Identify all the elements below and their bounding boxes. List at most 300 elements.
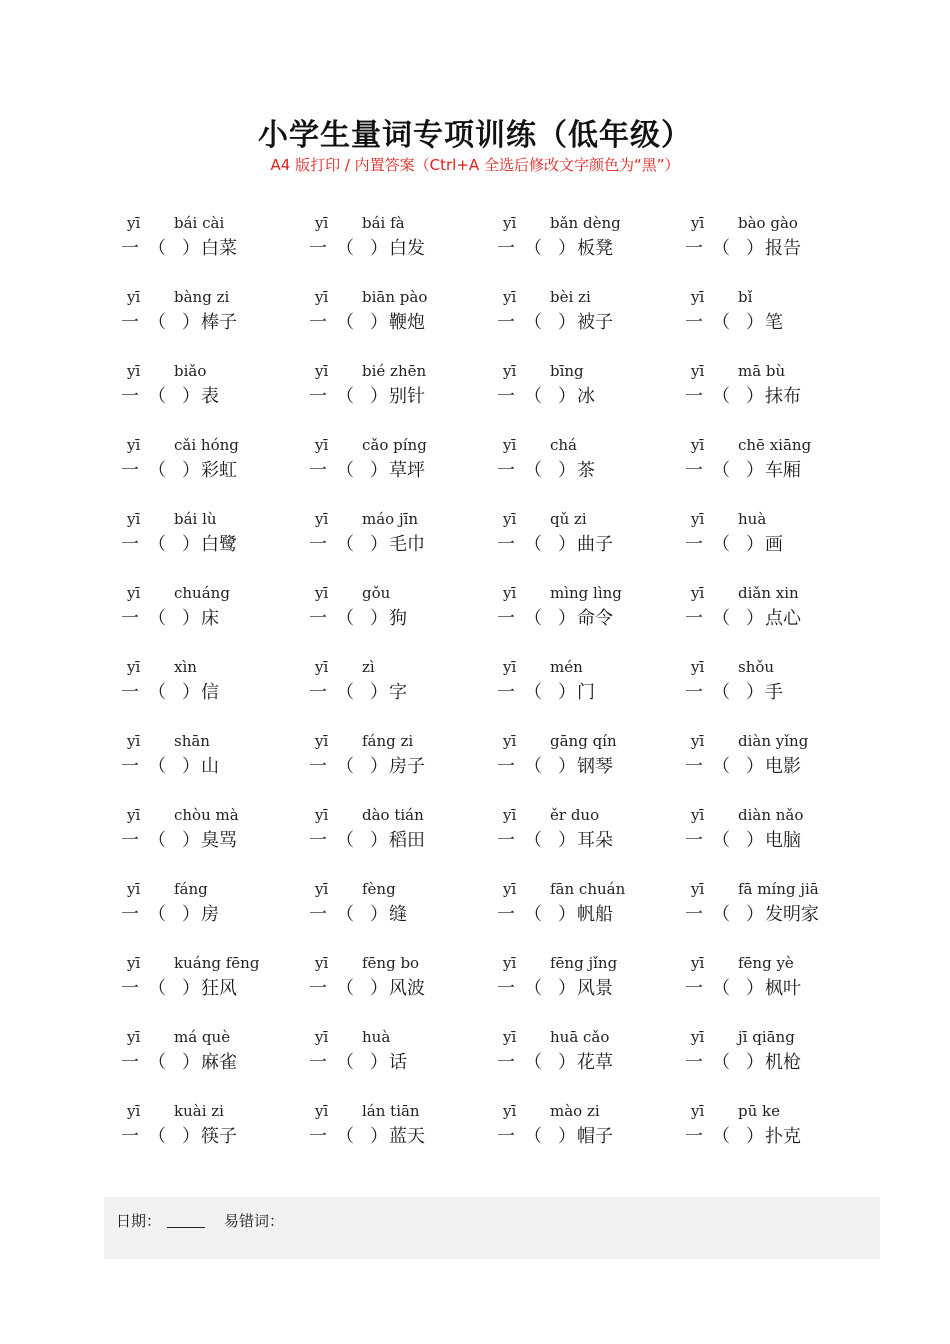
answer-blank[interactable] <box>164 828 182 848</box>
noun-word: 房子 <box>389 756 425 777</box>
exercise-item <box>494 584 682 658</box>
noun-word: 电脑 <box>765 830 801 851</box>
word-pinyin: máo jīn <box>362 510 419 528</box>
answer-blank[interactable] <box>352 606 370 626</box>
paren-open: （ <box>712 1126 730 1147</box>
paren-open: （ <box>336 460 354 481</box>
yi-pinyin: yī <box>503 288 517 306</box>
word-pinyin: bīng <box>550 362 584 380</box>
yi-char: 一 <box>121 312 139 333</box>
exercise-item <box>306 288 494 362</box>
answer-blank[interactable] <box>728 384 746 404</box>
paren-close: ） <box>182 978 200 999</box>
word-pinyin: kuài zi <box>174 1102 224 1120</box>
paren-close: ） <box>746 312 764 333</box>
exercise-item <box>494 214 682 288</box>
noun-word: 花草 <box>577 1052 613 1073</box>
answer-blank[interactable] <box>164 236 182 256</box>
yi-pinyin: yī <box>503 658 517 676</box>
yi-pinyin: yī <box>315 1028 329 1046</box>
paren-open: （ <box>524 682 542 703</box>
answer-blank[interactable] <box>164 310 182 330</box>
answer-blank[interactable] <box>540 976 558 996</box>
paren-close: ） <box>182 1052 200 1073</box>
noun-word: 笔 <box>765 312 783 333</box>
yi-pinyin: yī <box>503 214 517 232</box>
noun-word: 车厢 <box>765 460 801 481</box>
word-pinyin: mén <box>550 658 583 676</box>
answer-blank[interactable] <box>352 976 370 996</box>
yi-char: 一 <box>497 534 515 555</box>
paren-open: （ <box>712 1052 730 1073</box>
yi-char: 一 <box>497 238 515 259</box>
exercise-item <box>306 362 494 436</box>
word-pinyin: gāng qín <box>550 732 617 750</box>
paren-open: （ <box>524 1126 542 1147</box>
answer-blank[interactable] <box>352 236 370 256</box>
yi-pinyin: yī <box>691 1102 705 1120</box>
answer-blank[interactable] <box>728 976 746 996</box>
yi-char: 一 <box>497 682 515 703</box>
yi-pinyin: yī <box>315 806 329 824</box>
noun-word: 表 <box>201 386 219 407</box>
word-pinyin: fēng jǐng <box>550 954 618 972</box>
answer-blank[interactable] <box>728 532 746 552</box>
exercise-item <box>306 584 494 658</box>
paren-close: ） <box>558 238 576 259</box>
yi-char: 一 <box>309 682 327 703</box>
noun-word: 别针 <box>389 386 425 407</box>
answer-blank[interactable] <box>164 902 182 922</box>
yi-char: 一 <box>685 978 703 999</box>
yi-pinyin: yī <box>503 584 517 602</box>
noun-word: 扑克 <box>765 1126 801 1147</box>
noun-word: 麻雀 <box>201 1052 237 1073</box>
yi-char: 一 <box>685 830 703 851</box>
answer-blank[interactable] <box>164 458 182 478</box>
word-pinyin: mào zi <box>550 1102 600 1120</box>
word-pinyin: fā míng jiā <box>738 880 819 898</box>
paren-open: （ <box>524 460 542 481</box>
word-pinyin: shǒu <box>738 658 775 676</box>
paren-open: （ <box>336 534 354 555</box>
exercise-item <box>118 510 306 584</box>
answer-blank[interactable] <box>164 606 182 626</box>
yi-char: 一 <box>497 904 515 925</box>
exercise-item <box>306 806 494 880</box>
yi-pinyin: yī <box>691 436 705 454</box>
word-pinyin: huà <box>738 510 767 528</box>
paren-close: ） <box>746 978 764 999</box>
yi-char: 一 <box>309 460 327 481</box>
noun-word: 彩虹 <box>201 460 237 481</box>
answer-blank[interactable] <box>540 384 558 404</box>
paren-close: ） <box>182 608 200 629</box>
paren-open: （ <box>148 386 166 407</box>
paren-open: （ <box>524 904 542 925</box>
paren-close: ） <box>370 830 388 851</box>
yi-char: 一 <box>685 904 703 925</box>
yi-pinyin: yī <box>315 362 329 380</box>
noun-word: 帆船 <box>577 904 613 925</box>
answer-blank[interactable] <box>352 902 370 922</box>
answer-blank[interactable] <box>164 532 182 552</box>
yi-char: 一 <box>121 386 139 407</box>
yi-char: 一 <box>121 830 139 851</box>
answer-blank[interactable] <box>540 1124 558 1144</box>
answer-blank[interactable] <box>540 680 558 700</box>
answer-blank[interactable] <box>728 680 746 700</box>
word-pinyin: diàn nǎo <box>738 806 804 824</box>
noun-word: 耳朵 <box>577 830 613 851</box>
yi-pinyin: yī <box>127 288 141 306</box>
noun-word: 报告 <box>765 238 801 259</box>
exercise-item <box>682 1028 870 1102</box>
paren-close: ） <box>370 238 388 259</box>
yi-char: 一 <box>121 608 139 629</box>
yi-pinyin: yī <box>503 510 517 528</box>
paren-open: （ <box>524 756 542 777</box>
yi-char: 一 <box>309 386 327 407</box>
paren-close: ） <box>558 978 576 999</box>
yi-pinyin: yī <box>127 732 141 750</box>
answer-blank[interactable] <box>728 236 746 256</box>
exercise-item <box>682 1102 870 1176</box>
answer-blank[interactable] <box>352 680 370 700</box>
paren-close: ） <box>746 1052 764 1073</box>
exercise-item <box>306 1028 494 1102</box>
exercise-item <box>118 362 306 436</box>
yi-char: 一 <box>309 904 327 925</box>
yi-pinyin: yī <box>315 954 329 972</box>
answer-blank[interactable] <box>728 458 746 478</box>
date-blank-line[interactable] <box>167 1227 205 1228</box>
exercise-item <box>494 954 682 1028</box>
noun-word: 白发 <box>389 238 425 259</box>
paren-close: ） <box>370 386 388 407</box>
paren-open: （ <box>524 386 542 407</box>
exercise-item <box>494 732 682 806</box>
exercise-item <box>682 732 870 806</box>
paren-close: ） <box>746 608 764 629</box>
noun-word: 床 <box>201 608 219 629</box>
paren-close: ） <box>370 978 388 999</box>
yi-char: 一 <box>685 1126 703 1147</box>
paren-open: （ <box>148 830 166 851</box>
word-pinyin: má què <box>174 1028 231 1046</box>
noun-word: 风景 <box>577 978 613 999</box>
noun-word: 风波 <box>389 978 425 999</box>
yi-pinyin: yī <box>503 1102 517 1120</box>
yi-char: 一 <box>497 978 515 999</box>
answer-blank[interactable] <box>728 1050 746 1070</box>
noun-word: 手 <box>765 682 783 703</box>
paren-open: （ <box>712 608 730 629</box>
paren-close: ） <box>746 830 764 851</box>
paren-close: ） <box>370 1052 388 1073</box>
answer-blank[interactable] <box>352 1124 370 1144</box>
noun-word: 茶 <box>577 460 595 481</box>
paren-open: （ <box>336 682 354 703</box>
paren-open: （ <box>712 682 730 703</box>
answer-blank[interactable] <box>352 384 370 404</box>
exercise-item <box>118 806 306 880</box>
page-title: 小学生量词专项训练（低年级） <box>258 118 692 153</box>
noun-word: 缝 <box>389 904 407 925</box>
paren-close: ） <box>182 830 200 851</box>
word-pinyin: bǐ <box>738 288 753 306</box>
paren-open: （ <box>336 608 354 629</box>
noun-word: 抹布 <box>765 386 801 407</box>
yi-char: 一 <box>685 756 703 777</box>
word-pinyin: bié zhēn <box>362 362 427 380</box>
paren-open: （ <box>148 608 166 629</box>
answer-blank[interactable] <box>164 680 182 700</box>
answer-blank[interactable] <box>540 458 558 478</box>
yi-char: 一 <box>121 534 139 555</box>
word-pinyin: kuáng fēng <box>174 954 260 972</box>
paren-open: （ <box>712 830 730 851</box>
paren-open: （ <box>148 978 166 999</box>
exercise-item <box>306 1102 494 1176</box>
answer-blank[interactable] <box>164 1124 182 1144</box>
paren-open: （ <box>712 312 730 333</box>
exercise-item <box>118 880 306 954</box>
answer-blank[interactable] <box>352 754 370 774</box>
yi-pinyin: yī <box>503 1028 517 1046</box>
exercise-item <box>494 880 682 954</box>
exercise-item <box>494 510 682 584</box>
paren-close: ） <box>746 1126 764 1147</box>
yi-pinyin: yī <box>691 584 705 602</box>
word-pinyin: cǎo píng <box>362 436 427 454</box>
yi-pinyin: yī <box>691 732 705 750</box>
paren-close: ） <box>746 682 764 703</box>
word-pinyin: diǎn xin <box>738 584 799 602</box>
yi-pinyin: yī <box>127 362 141 380</box>
answer-blank[interactable] <box>352 532 370 552</box>
paren-close: ） <box>182 756 200 777</box>
answer-blank[interactable] <box>728 902 746 922</box>
word-pinyin: gǒu <box>362 584 391 602</box>
yi-pinyin: yī <box>503 880 517 898</box>
exercise-item <box>494 288 682 362</box>
exercise-item <box>494 1028 682 1102</box>
yi-char: 一 <box>309 1126 327 1147</box>
word-pinyin: jī qiāng <box>738 1028 795 1046</box>
yi-char: 一 <box>497 756 515 777</box>
answer-blank[interactable] <box>540 606 558 626</box>
yi-char: 一 <box>121 238 139 259</box>
answer-blank[interactable] <box>728 606 746 626</box>
paren-close: ） <box>182 682 200 703</box>
exercise-item <box>118 732 306 806</box>
paren-close: ） <box>558 312 576 333</box>
yi-pinyin: yī <box>503 436 517 454</box>
answer-blank[interactable] <box>164 754 182 774</box>
answer-blank[interactable] <box>728 754 746 774</box>
noun-word: 冰 <box>577 386 595 407</box>
paren-open: （ <box>336 386 354 407</box>
word-pinyin: qǔ zi <box>550 510 587 528</box>
answer-blank[interactable] <box>352 1050 370 1070</box>
yi-pinyin: yī <box>315 880 329 898</box>
yi-char: 一 <box>309 978 327 999</box>
yi-pinyin: yī <box>503 954 517 972</box>
exercise-item <box>494 362 682 436</box>
yi-pinyin: yī <box>315 288 329 306</box>
yi-char: 一 <box>497 1126 515 1147</box>
paren-open: （ <box>148 904 166 925</box>
paren-open: （ <box>712 978 730 999</box>
noun-word: 话 <box>389 1052 407 1073</box>
yi-pinyin: yī <box>127 658 141 676</box>
noun-word: 字 <box>389 682 407 703</box>
noun-word: 被子 <box>577 312 613 333</box>
exercise-item <box>682 584 870 658</box>
paren-close: ） <box>370 608 388 629</box>
noun-word: 点心 <box>765 608 801 629</box>
exercise-grid <box>118 214 878 1176</box>
noun-word: 钢琴 <box>577 756 613 777</box>
answer-blank[interactable] <box>540 532 558 552</box>
word-pinyin: zì <box>362 658 375 676</box>
noun-word: 山 <box>201 756 219 777</box>
yi-char: 一 <box>497 608 515 629</box>
word-pinyin: shān <box>174 732 210 750</box>
answer-blank[interactable] <box>540 310 558 330</box>
yi-pinyin: yī <box>127 806 141 824</box>
noun-word: 筷子 <box>201 1126 237 1147</box>
answer-blank[interactable] <box>728 1124 746 1144</box>
exercise-item <box>682 658 870 732</box>
exercise-item <box>494 658 682 732</box>
exercise-item <box>306 732 494 806</box>
word-pinyin: bèi zi <box>550 288 591 306</box>
yi-char: 一 <box>121 756 139 777</box>
yi-char: 一 <box>685 312 703 333</box>
yi-char: 一 <box>685 460 703 481</box>
paren-open: （ <box>712 534 730 555</box>
exercise-item <box>682 362 870 436</box>
word-pinyin: bái lù <box>174 510 217 528</box>
noun-word: 狂风 <box>201 978 237 999</box>
noun-word: 命令 <box>577 608 613 629</box>
paren-open: （ <box>712 904 730 925</box>
yi-char: 一 <box>497 830 515 851</box>
answer-blank[interactable] <box>164 976 182 996</box>
word-pinyin: mìng lìng <box>550 584 622 602</box>
exercise-item <box>118 436 306 510</box>
word-pinyin: lán tiān <box>362 1102 420 1120</box>
paren-close: ） <box>558 830 576 851</box>
paren-open: （ <box>148 534 166 555</box>
answer-blank[interactable] <box>164 1050 182 1070</box>
paren-open: （ <box>336 1052 354 1073</box>
paren-close: ） <box>558 756 576 777</box>
paren-close: ） <box>370 904 388 925</box>
answer-blank[interactable] <box>728 828 746 848</box>
paren-open: （ <box>336 830 354 851</box>
answer-blank[interactable] <box>352 310 370 330</box>
paren-close: ） <box>746 460 764 481</box>
paren-close: ） <box>370 312 388 333</box>
exercise-item <box>306 436 494 510</box>
yi-char: 一 <box>121 1052 139 1073</box>
yi-char: 一 <box>121 460 139 481</box>
paren-close: ） <box>746 238 764 259</box>
yi-pinyin: yī <box>503 362 517 380</box>
noun-word: 板凳 <box>577 238 613 259</box>
exercise-item <box>682 510 870 584</box>
paren-open: （ <box>712 460 730 481</box>
word-pinyin: huà <box>362 1028 391 1046</box>
noun-word: 曲子 <box>577 534 613 555</box>
paren-close: ） <box>370 756 388 777</box>
yi-pinyin: yī <box>315 436 329 454</box>
yi-char: 一 <box>309 756 327 777</box>
answer-blank[interactable] <box>352 828 370 848</box>
noun-word: 帽子 <box>577 1126 613 1147</box>
yi-pinyin: yī <box>315 584 329 602</box>
page-subtitle: A4 版打印 / 内置答案（Ctrl+A 全选后修改文字颜色为“黑”） <box>270 156 680 174</box>
date-field[interactable] <box>116 1210 205 1231</box>
noun-word: 毛巾 <box>389 534 425 555</box>
paren-open: （ <box>336 312 354 333</box>
paren-open: （ <box>524 1052 542 1073</box>
yi-char: 一 <box>497 312 515 333</box>
noun-word: 发明家 <box>765 904 819 925</box>
yi-char: 一 <box>685 682 703 703</box>
word-pinyin: biǎo <box>174 362 207 380</box>
paren-open: （ <box>148 460 166 481</box>
answer-blank[interactable] <box>540 902 558 922</box>
exercise-item <box>682 214 870 288</box>
answer-blank[interactable] <box>540 754 558 774</box>
date-label: 日期： <box>116 1212 162 1230</box>
word-pinyin: bàng zi <box>174 288 230 306</box>
answer-blank[interactable] <box>540 1050 558 1070</box>
noun-word: 狗 <box>389 608 407 629</box>
yi-pinyin: yī <box>315 214 329 232</box>
word-pinyin: diàn yǐng <box>738 732 809 750</box>
paren-open: （ <box>524 978 542 999</box>
noun-word: 画 <box>765 534 783 555</box>
answer-blank[interactable] <box>540 236 558 256</box>
exercise-item <box>306 658 494 732</box>
paren-open: （ <box>712 386 730 407</box>
answer-blank[interactable] <box>728 310 746 330</box>
exercise-item <box>494 806 682 880</box>
word-pinyin: biān pào <box>362 288 428 306</box>
paren-close: ） <box>370 1126 388 1147</box>
answer-blank[interactable] <box>352 458 370 478</box>
noun-word: 门 <box>577 682 595 703</box>
footer-box <box>104 1197 880 1259</box>
paren-close: ） <box>746 756 764 777</box>
answer-blank[interactable] <box>164 384 182 404</box>
noun-word: 房 <box>201 904 219 925</box>
noun-word: 白菜 <box>201 238 237 259</box>
yi-char: 一 <box>685 386 703 407</box>
yi-pinyin: yī <box>127 510 141 528</box>
word-pinyin: chòu mà <box>174 806 239 824</box>
yi-char: 一 <box>309 830 327 851</box>
exercise-item <box>682 880 870 954</box>
answer-blank[interactable] <box>540 828 558 848</box>
yi-pinyin: yī <box>127 214 141 232</box>
exercise-item <box>306 954 494 1028</box>
